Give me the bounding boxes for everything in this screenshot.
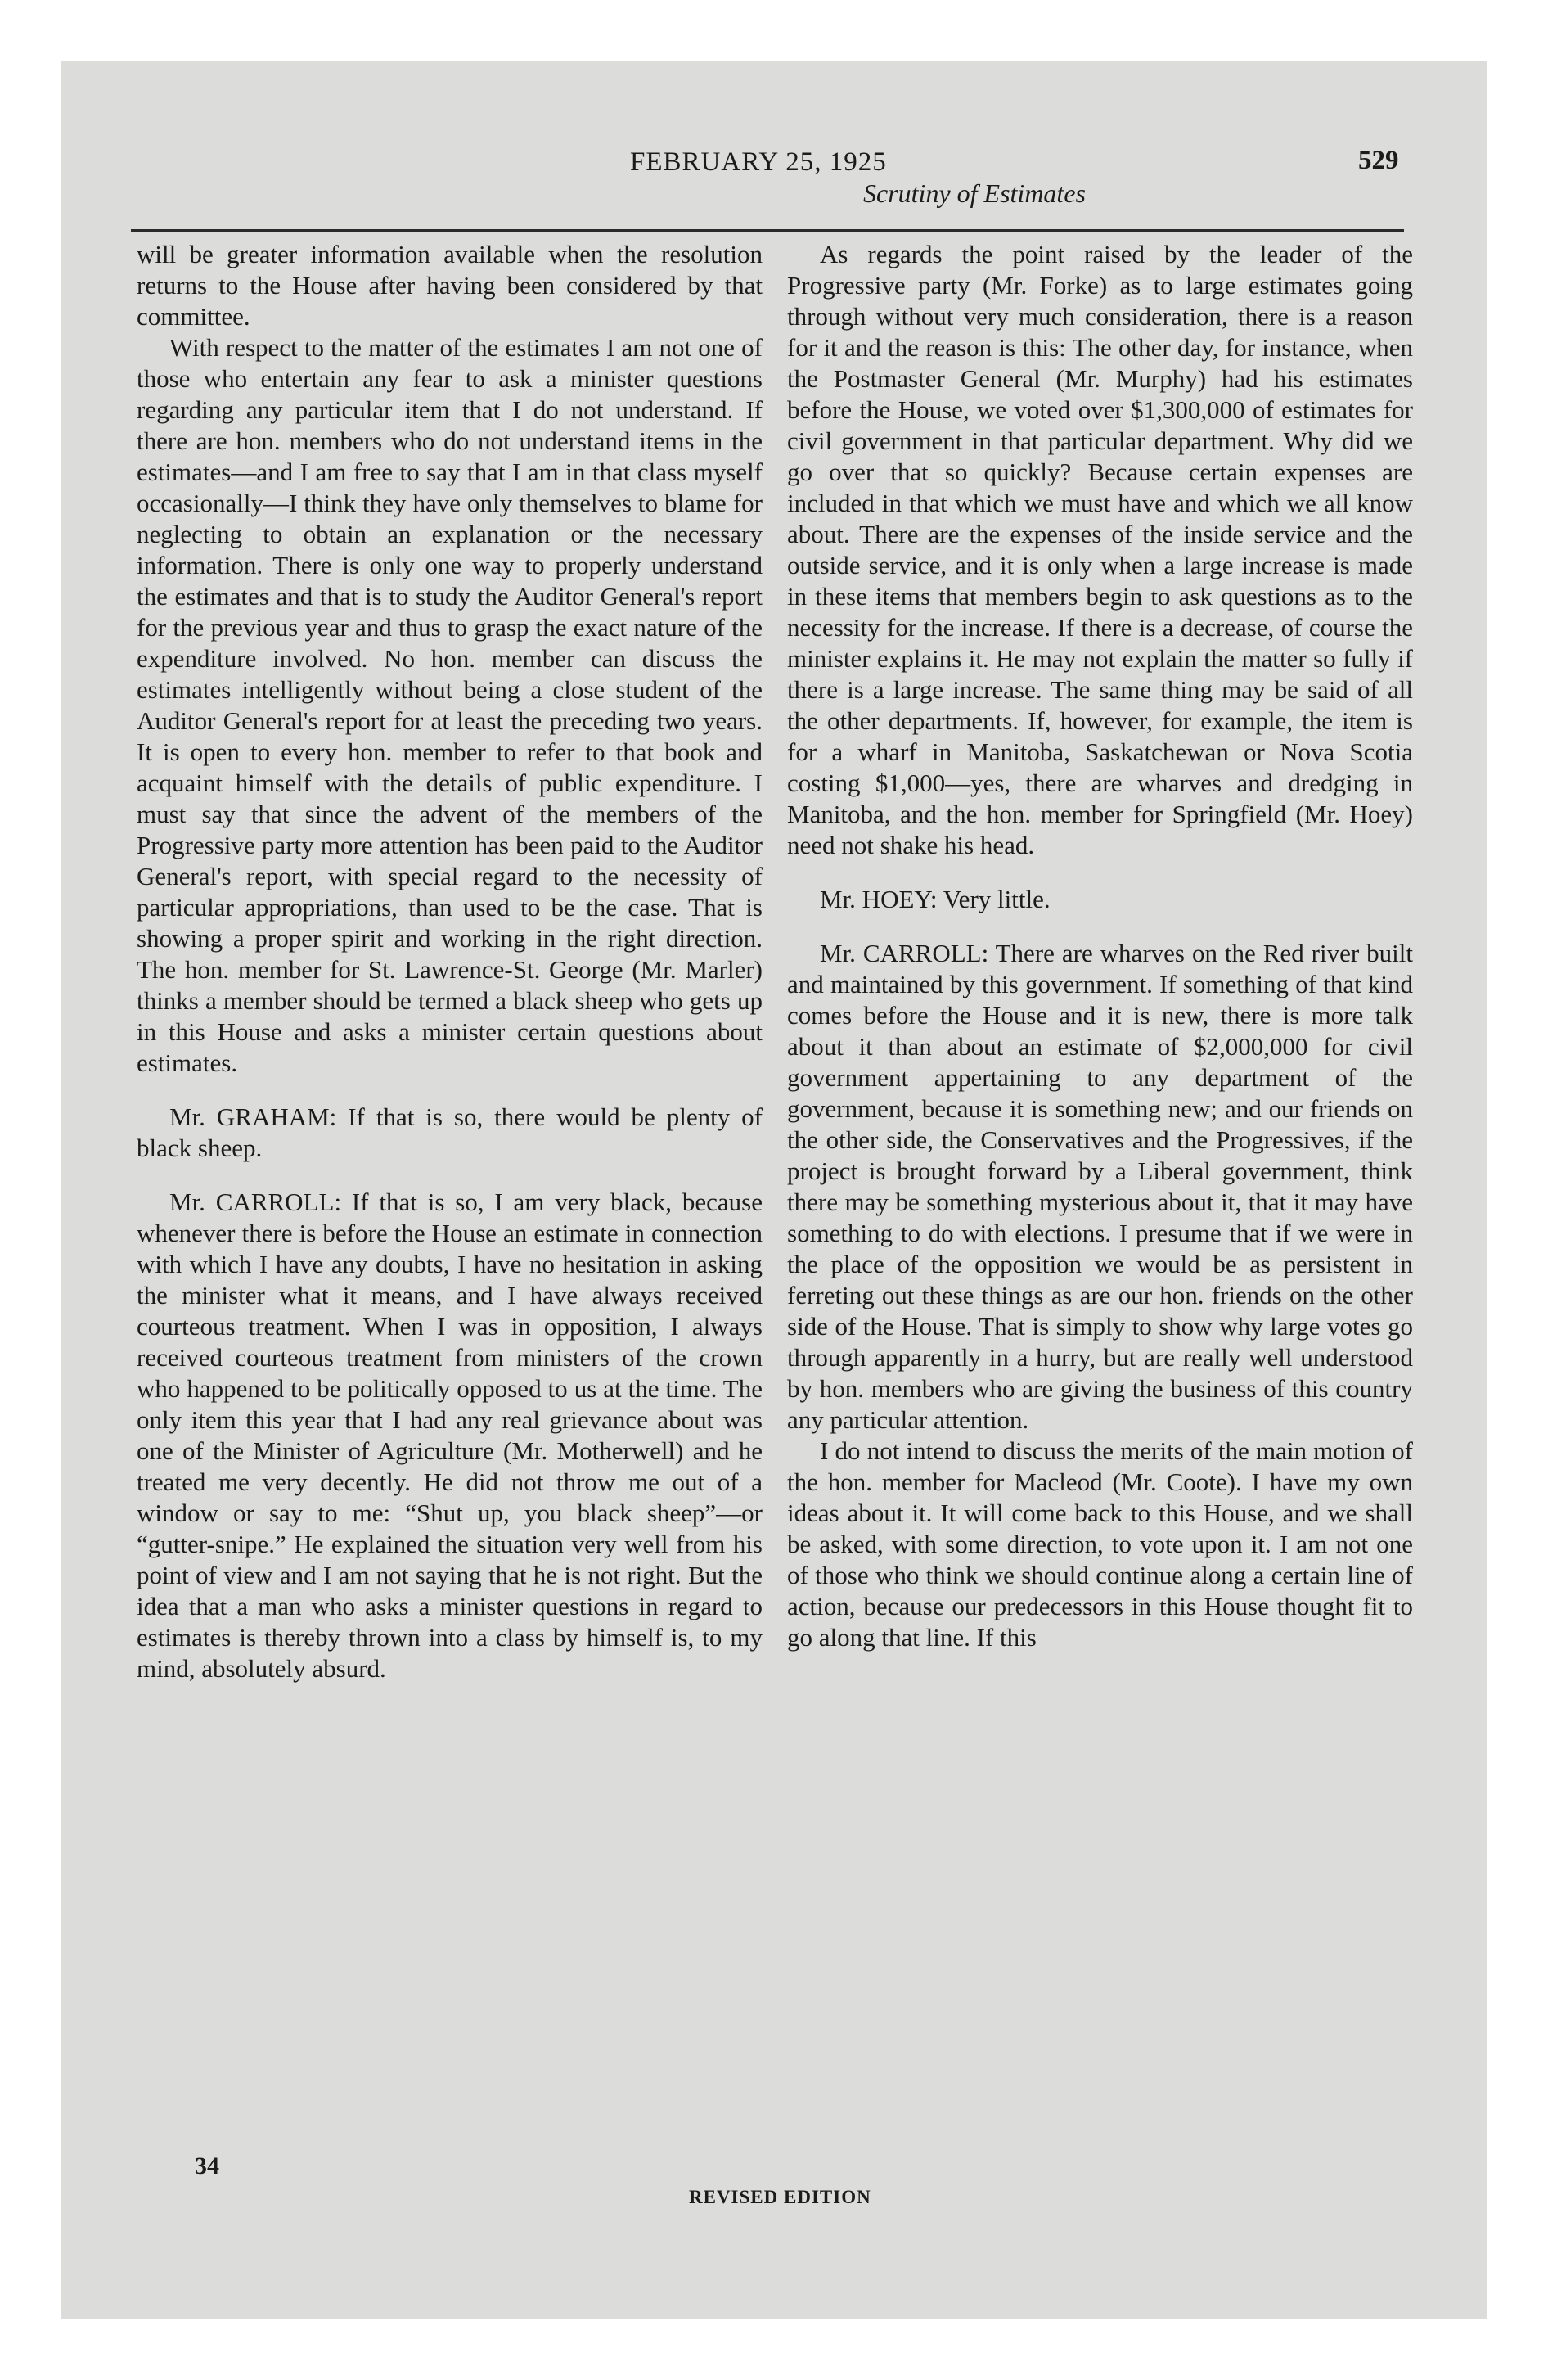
header-section-title: Scrutiny of Estimates bbox=[863, 178, 1086, 208]
speaker-paragraph: Mr. GRAHAM: If that is so, there would be plenty of black sheep. bbox=[137, 1102, 763, 1162]
paragraph: With respect to the matter of the estimates I am not one of those who entertain any fear to ask a minister questions regarding any particular item that I do not understand. If there are hon. members who do not understand items in the estimates—and I am free to say that I am in that class myself occasionally—I think they have only themselves to blame for neglecting to obtain an explanation or the necessary information. There is only one way to properly understand the estimates and that is to study the Auditor General's report for the previous year and thus to grasp the exact nature of the expenditure involved. No hon. member can discuss the estimates intelligently without being a close student of the Auditor General's report for at least the preceding two years. It is open to every hon. member to refer to that book and acquaint himself with the details of public expenditure. I must say that since the advent of the members of the Progressive party more attention has been paid to the Auditor General's report, with special regard to the necessity of particular appropriations, than used to be the case. That is showing a proper spirit and working in the right direction. The hon. member for St. Lawrence-St. George (Mr. Marler) thinks a member should be termed a black sheep who gets up in this House and asks a minister certain questions about estimates. bbox=[137, 333, 763, 1077]
right-column bbox=[787, 239, 1413, 1653]
page-number: 529 bbox=[1358, 146, 1399, 175]
signature-mark: 34 bbox=[195, 2152, 219, 2179]
left-column bbox=[137, 239, 763, 1684]
paragraph: I do not intend to discuss the merits of the main motion of the hon. member for Macleod (Mr. Coote). I have my own ideas about it. It will come back to this House, and we shall be asked, with some direction, to vote upon it. I am not one of those who think we should continue along a certain line of action, because our predecessors in this House thought fit to go along that line. If this bbox=[787, 1436, 1413, 1652]
edition-label: REVISED EDITION bbox=[689, 2187, 871, 2207]
paragraph: As regards the point raised by the leader of the Progressive party (Mr. Forke) as to large estimates going through without very much consideration, there is a reason for it and the reason is this: The other day, for instance, when the Postmaster General (Mr. Murphy) had his estimates before the House, we voted over $1,300,000 of estimates for civil government in that particular department. Why did we go over that so quickly? Because certain expenses are included in that which we must have and which we all know about. There are the expenses of the inside service and the outside service, and it is only when a large increase is made in these items that members begin to ask questions as to the necessity for the increase. If there is a decrease, of course the minister explains it. He may not explain the matter so fully if there is a large increase. The same thing may be said of all the other departments. If, however, for example, the item is for a wharf in Manitoba, Saskatchewan or Nova Scotia costing $1,000—yes, there are wharves and dredging in Manitoba, and the hon. member for Springfield (Mr. Hoey) need not shake his head. bbox=[787, 240, 1413, 859]
speaker-paragraph: Mr. CARROLL: There are wharves on the Red river built and maintained by this government. If something of that kind comes before the House and it is new, there is more talk about it than about an estimate of $2,000,000 for civil government appertaining to any department of the government, because it is something new; and our friends on the other side, the Conservatives and the Progressives, if the project is brought forward by a Liberal government, think there may be something mysterious about it, that it may have something to do with elections. I presume that if we were in the place of the opposition we would be as persistent in ferreting out these things as are our hon. friends on the other side of the House. That is simply to show why large votes go through apparently in a hurry, but are really well understood by hon. members who are giving the business of this country any particular attention. bbox=[787, 939, 1413, 1434]
speaker-paragraph: Mr. CARROLL: If that is so, I am very black, because whenever there is before the House an estimate in connection with which I have any doubts, I have no hesitation in asking the minister what it means, and I have always received courteous treatment. When I was in opposition, I always received courteous treatment from ministers of the crown who happened to be politically opposed to us at the time. The only item this year that I had any real grievance about was one of the Minister of Agriculture (Mr. Motherwell) and he treated me very decently. He did not throw me out of a window or say to me: “Shut up, you black sheep”—or “gutter-snipe.” He explained the situation very well from his point of view and I am not saying that he is not right. But the idea that a man who asks a minister questions in regard to estimates is thereby thrown into a class by himself is, to my mind, absolutely absurd. bbox=[137, 1188, 763, 1683]
paragraph: will be greater information available when the resolution returns to the House after having been considered by that committee. bbox=[137, 240, 763, 331]
speaker-paragraph: Mr. HOEY: Very little. bbox=[820, 885, 1051, 913]
header-rule bbox=[131, 229, 1404, 232]
header-date: FEBRUARY 25, 1925 bbox=[630, 147, 887, 177]
